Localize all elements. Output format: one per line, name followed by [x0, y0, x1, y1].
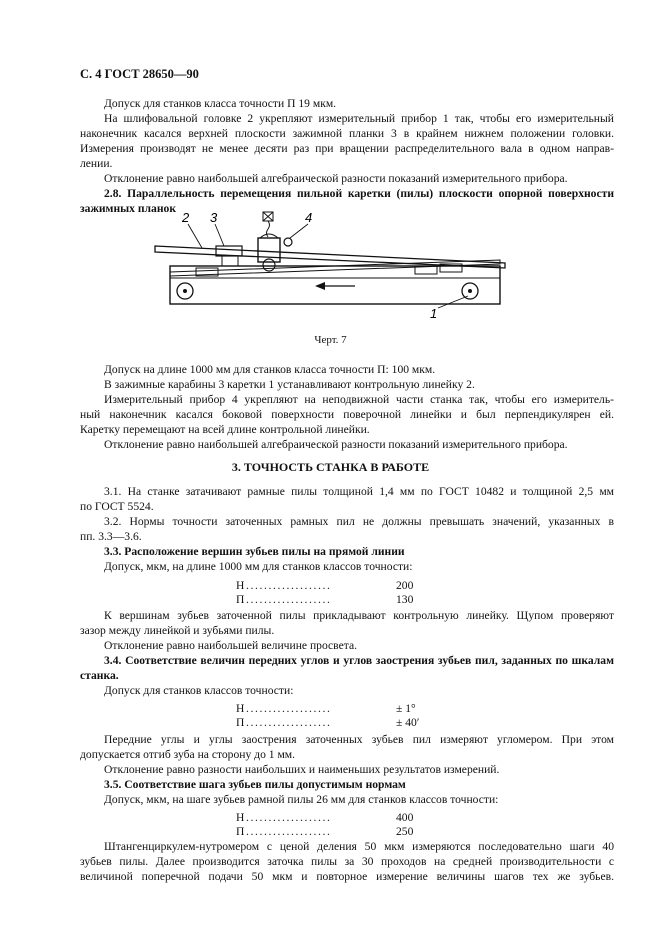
carriage-block	[222, 256, 238, 266]
tolerance-value: ± 1°	[396, 702, 416, 715]
text-line: Передние углы и углы заострения заточенных зубьев пил измеряют угломером. При этом	[104, 733, 614, 746]
page-header: С. 4 ГОСТ 28650—90	[80, 67, 199, 81]
control-ruler	[155, 246, 505, 268]
text-line: 3.2. Нормы точности заточенных рамных пил не должны превышать значений, указанных в	[104, 515, 614, 528]
section-3-3-heading: 3.3. Расположение вершин зубьев пилы на прямой линии	[104, 545, 405, 558]
class-name: Н	[236, 702, 245, 715]
leader-1	[438, 296, 468, 308]
text-line: Каретку перемещают на всей длине контрольной линейки.	[80, 423, 370, 436]
leader-dots: ...................	[246, 593, 332, 606]
tolerance-row	[236, 716, 456, 730]
class-name: П	[236, 593, 245, 606]
text-line: ный наконечник касался боковой поверхности поверочной линейки и был перпендикулярен ей.	[80, 408, 614, 421]
saw-strip	[170, 260, 500, 276]
text-line: наконечник касался верхней плоскости зажимной планки 3 в крайнем нижнем положении головки.	[80, 127, 614, 140]
leader-dots: ...................	[246, 702, 332, 715]
leader-dots: ...................	[246, 825, 332, 838]
section-3-5-heading: 3.5. Соответствие шага зубьев пилы допустимым нормам	[104, 778, 406, 791]
indicator-cross	[263, 212, 273, 221]
text-line: Штангенциркулем-нутромером с ценой деления 50 мкм измеряются последовательно шаги 40	[104, 840, 614, 853]
text-line: величиной поперечной подачи 50 мкм и повторное измерение величины шагов тех же зубьев.	[80, 870, 614, 883]
indicator-spring	[267, 221, 270, 237]
figure-label-2: 2	[182, 210, 190, 225]
tolerance-table-3-4	[236, 702, 456, 730]
text-line: лении.	[80, 157, 113, 170]
text-line: по ГОСТ 5524.	[80, 500, 154, 513]
grinding-head	[258, 238, 280, 262]
tolerance-table-3-3	[236, 579, 456, 607]
motion-arrow-head	[315, 282, 325, 290]
leader-dots: ...................	[246, 579, 332, 592]
text-line: Измерения производят не менее десяти раз при вращении распределительного вала в одном направ-	[80, 142, 614, 155]
text-line: Допуск, мкм, на шаге зубьев рамной пилы 26 мм для станков классов точности:	[104, 793, 499, 806]
wheel-right-hub	[468, 289, 472, 293]
text-line: На шлифовальной головке 2 укрепляют измерительный прибор 1 так, чтобы его измерительный	[104, 112, 614, 125]
tolerance-row	[236, 811, 456, 825]
tolerance-value: 250	[396, 825, 414, 838]
figure-label-1: 1	[430, 306, 438, 321]
text-line: Отклонение равно наибольшей алгебраической разности показаний измерительного прибора.	[104, 438, 568, 451]
tolerance-value: 400	[396, 811, 414, 824]
text-line: Допуск на длине 1000 мм для станков класса точности П: 100 мкм.	[104, 363, 436, 376]
text-line: зазор между линейкой и зубьями пилы.	[80, 624, 275, 637]
text-line: Допуск, мкм, на длине 1000 мм для станков классов точности:	[104, 560, 413, 573]
text-line: допускается отгиб зуба на сторону до 1 мм.	[80, 748, 296, 761]
text-line: зубьев пилы. Далее производится заточка пилы за 30 проходов на средней производительности с	[80, 855, 614, 868]
text-line: В зажимные карабины 3 каретки 1 устанавливают контрольную линейку 2.	[104, 378, 475, 391]
gauge-4	[284, 238, 292, 246]
text-line: 3.1. На станке затачивают рамные пилы толщиной 1,4 мм по ГОСТ 10482 и толщиной 2,5 мм	[104, 485, 614, 498]
section-3-title: 3. ТОЧНОСТЬ СТАНКА В РАБОТЕ	[231, 460, 430, 474]
tolerance-row	[236, 593, 456, 607]
tolerance-row	[236, 825, 456, 839]
text-line: Измерительный прибор 4 укрепляют на неподвижной части станка так, чтобы его измеритель-	[104, 393, 614, 406]
tolerance-value: 130	[396, 593, 414, 606]
tolerance-value: 200	[396, 579, 414, 592]
leader-dots: ...................	[246, 716, 332, 729]
text-line: Отклонение равно наибольшей величине просвета.	[104, 639, 357, 652]
text-line: Отклонение равно наибольшей алгебраической разности показаний измерительного прибора.	[104, 172, 568, 185]
class-name: П	[236, 716, 245, 729]
wheel-left-hub	[183, 289, 187, 293]
tolerance-value: ± 40′	[396, 716, 420, 729]
class-name: Н	[236, 811, 245, 824]
section-2-8-heading-cont: зажимных планок	[80, 202, 177, 215]
figure-label-4: 4	[305, 210, 313, 225]
class-name: П	[236, 825, 245, 838]
technical-drawing	[150, 208, 530, 328]
leader-dots: ...................	[246, 811, 332, 824]
tolerance-line: Допуск для станков класса точности П 19 мкм.	[104, 97, 337, 110]
text-line: Допуск для станков классов точности:	[104, 684, 294, 697]
tolerance-row	[236, 579, 456, 593]
figure-label-3: 3	[210, 210, 218, 225]
text-line: пп. 3.3—3.6.	[80, 530, 142, 543]
grinding-wheel	[263, 259, 275, 271]
leader-2	[188, 224, 202, 248]
tolerance-table-3-5	[236, 811, 456, 839]
section-3-4-heading-cont: станка.	[80, 669, 119, 682]
text-line: К вершинам зубьев заточенной пилы прикладывают контрольную линейку. Щупом проверяют	[104, 609, 614, 622]
class-name: Н	[236, 579, 245, 592]
tolerance-row	[236, 702, 456, 716]
section-3-4-heading: 3.4. Соответствие величин передних углов и углов заострения зубьев пил, заданных по шкалам	[104, 654, 614, 667]
figure-caption: Черт. 7	[314, 334, 347, 346]
leader-4	[290, 224, 308, 238]
text-line: Отклонение равно разности наибольших и наименьших результатов измерений.	[104, 763, 500, 776]
leader-3	[215, 224, 224, 246]
section-2-8-heading: 2.8. Параллельность перемещения пильной каретки (пилы) плоскости опорной поверхности	[104, 187, 614, 200]
